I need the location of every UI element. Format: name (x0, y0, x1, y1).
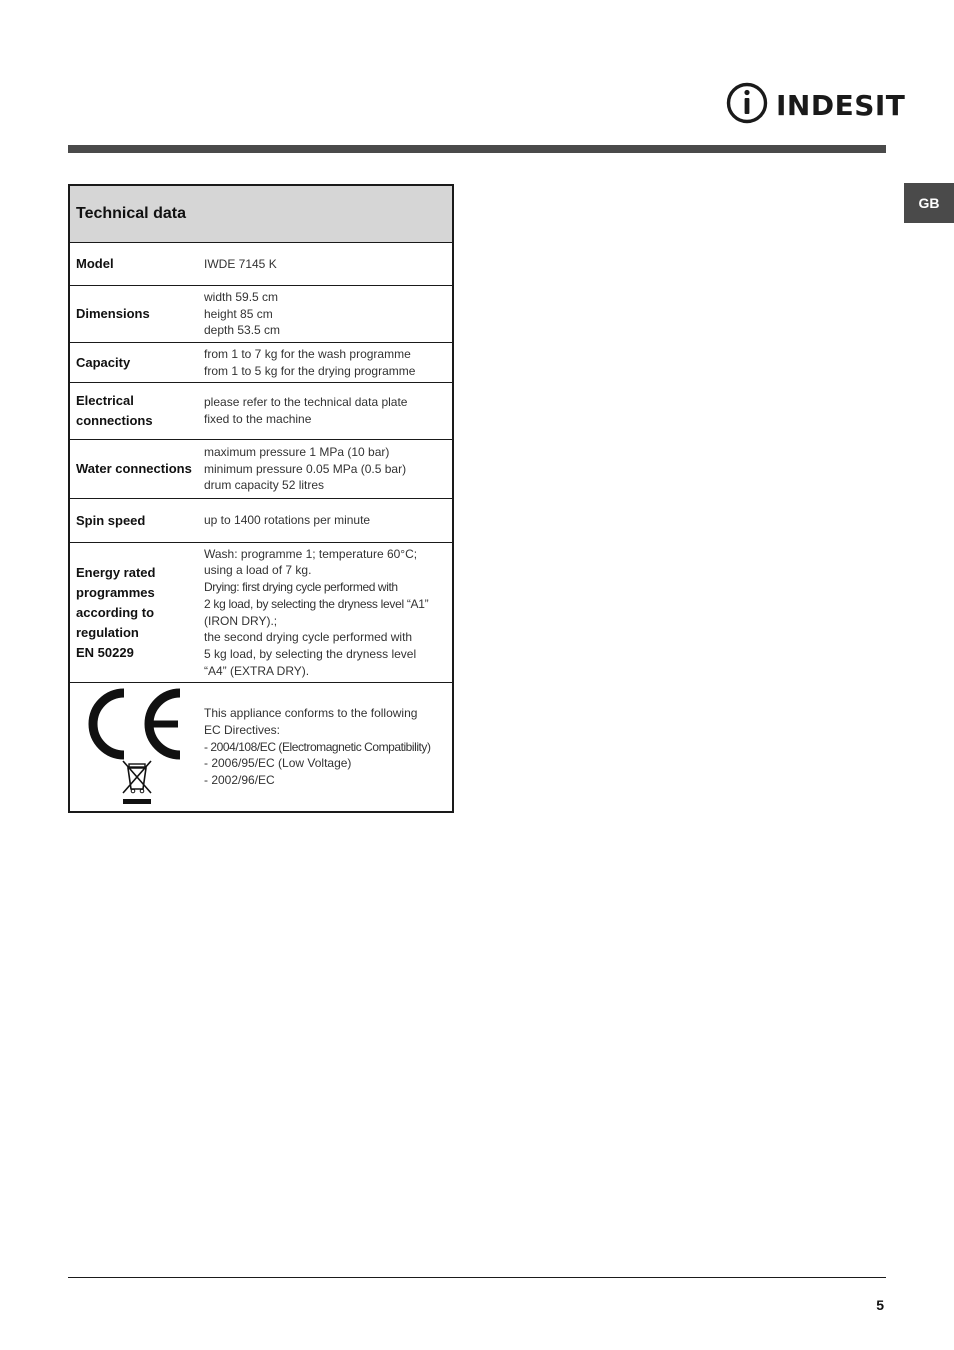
row-value: Wash: programme 1; temperature 60°C; using a load of 7 kg. Drying: first drying cycle performed with 2 kg load, by selecting the dryness level “A1” (IRON DRY).; the second drying cycle performed with 5 kg load, by selecting the dryness level “A4” (EXTRA DRY). (204, 546, 429, 678)
row-value: maximum pressure 1 MPa (10 bar) minimum pressure 0.05 MPa (0.5 bar) drum capacity 52 litres (204, 444, 407, 493)
row-value: from 1 to 7 kg for the wash programme from 1 to 5 kg for the drying programme (204, 346, 416, 378)
ce-mark-icon (90, 689, 186, 759)
technical-data-table (68, 184, 454, 813)
row-label: Dimensions (76, 306, 150, 321)
row-label: Electrical connections (76, 393, 153, 428)
header-rule (68, 145, 886, 153)
table-row-spin (70, 499, 452, 543)
table-title: Technical data (70, 186, 452, 243)
table-row-model (70, 243, 452, 286)
row-label: Model (76, 256, 114, 271)
row-value: width 59.5 cm height 85 cm depth 53.5 cm (204, 289, 281, 338)
row-value: up to 1400 rotations per minute (204, 513, 371, 528)
table-row-water (70, 440, 452, 499)
table-row-energy (70, 543, 452, 683)
svg-text:INDESIT: INDESIT (776, 89, 906, 122)
table-row-dimensions (70, 286, 452, 343)
table-row-electrical (70, 383, 452, 440)
table-row-capacity (70, 343, 452, 383)
row-value: please refer to the technical data plate fixed to the machine (204, 395, 408, 426)
weee-crossed-bin-icon (120, 759, 154, 805)
page-number: 5 (876, 1297, 884, 1313)
table-row-compliance (70, 683, 452, 811)
row-label: Water connections (76, 461, 192, 476)
indesit-logo (726, 82, 906, 124)
compliance-marks (70, 683, 204, 811)
language-tab: GB (904, 183, 954, 223)
row-label: Energy rated programmes according to regulation EN 50229 (76, 564, 156, 660)
footer-rule (68, 1277, 886, 1278)
compliance-text: This appliance conforms to the following EC Directives: - 2004/108/EC (Electromagnetic Compatibility) - 2006/95/EC (Low Voltage) - 2002/96/EC (204, 706, 431, 788)
row-value: IWDE 7145 K (204, 256, 277, 271)
row-label: Capacity (76, 354, 131, 370)
row-label: Spin speed (76, 512, 146, 528)
